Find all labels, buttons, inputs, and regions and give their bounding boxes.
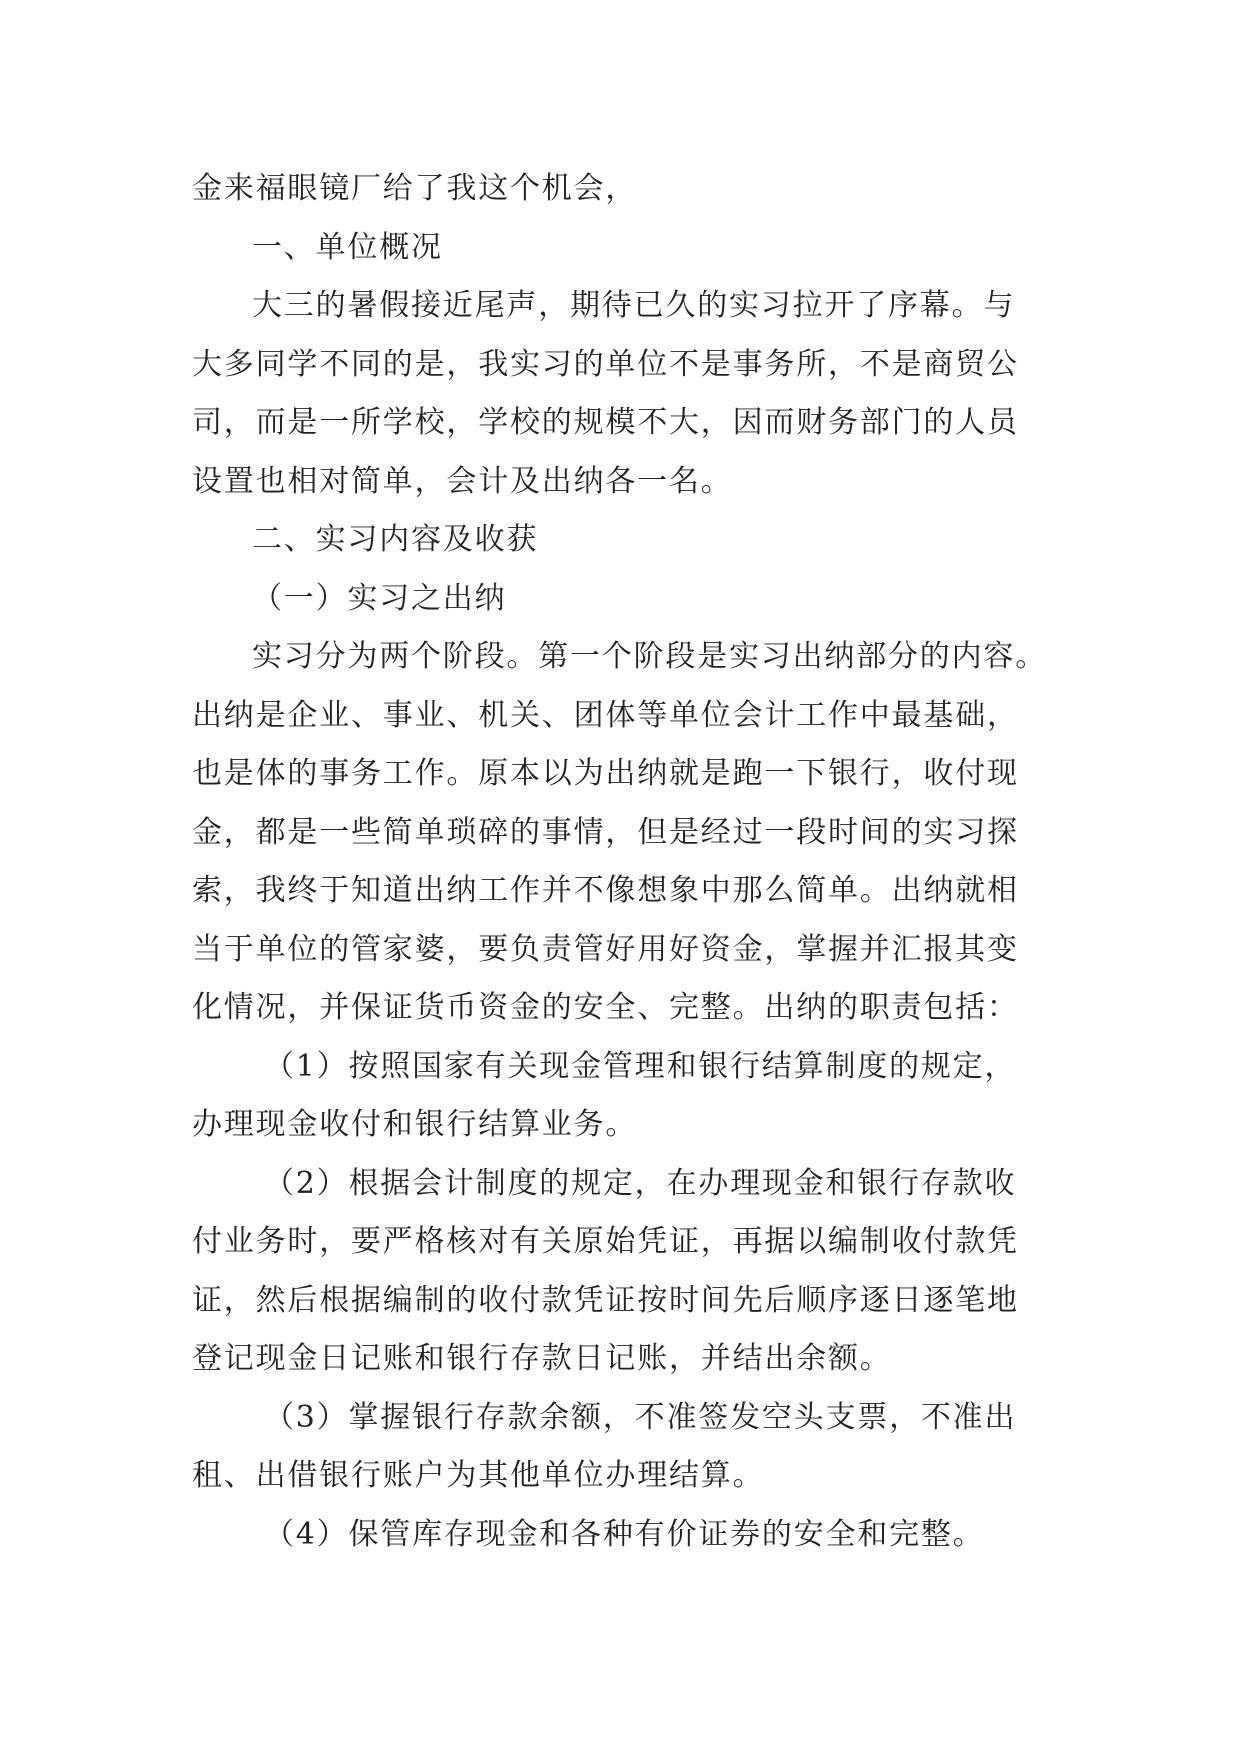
text-line: 租、出借银行账户为其他单位办理结算。 — [192, 1458, 765, 1493]
text-line: 金，都是一些简单琐碎的事情，但是经过一段时间的实习探 — [192, 814, 1019, 850]
text-line: 大多同学不同的是，我实习的单位不是事务所，不是商贸公 — [192, 346, 1019, 382]
text-line: 司，而是一所学校，学校的规模不大，因而财务部门的人员 — [192, 405, 1019, 440]
text-line: 化情况，并保证货币资金的安全、完整。出纳的职责包括： — [192, 990, 1019, 1025]
body-text — [192, 160, 1062, 1564]
text-line: 大三的暑假接近尾声，期待已久的实习拉开了序幕。与 — [252, 288, 1016, 323]
section-heading: 一、单位概况 — [252, 229, 443, 265]
text-line: 证，然后根据编制的收付款凭证按时间先后顺序逐日逐笔地 — [192, 1282, 1019, 1318]
list-item: （2）根据会计制度的规定，在办理现金和银行存款收 — [264, 1165, 1017, 1201]
text-line: 金来福眼镜厂给了我这个机会， — [192, 171, 638, 206]
text-line: 索，我终于知道出纳工作并不像想象中那么简单。出纳就相 — [192, 873, 1019, 908]
text-line: 出纳是企业、事业、机关、团体等单位会计工作中最基础， — [192, 697, 1019, 733]
text-line: 登记现金日记账和银行存款日记账，并结出余额。 — [192, 1341, 892, 1376]
text-line: 设置也相对简单，会计及出纳各一名。 — [192, 463, 733, 499]
text-line: 当于单位的管家婆，要负责管好用好资金，掌握并汇报其变 — [192, 931, 1019, 967]
section-heading: 二、实习内容及收获 — [252, 522, 539, 557]
subsection-heading: （一）实习之出纳 — [252, 580, 507, 616]
text-line: 实习分为两个阶段。第一个阶段是实习出纳部分的内容。 — [252, 639, 1047, 674]
list-item: （1）按照国家有关现金管理和银行结算制度的规定， — [264, 1048, 1017, 1084]
list-item: （3）掌握银行存款余额，不准签发空头支票，不准出 — [264, 1399, 1017, 1435]
text-line: 办理现金收付和银行结算业务。 — [192, 1107, 638, 1142]
text-line: 付业务时，要严格核对有关原始凭证，再据以编制收付款凭 — [192, 1224, 1019, 1259]
text-line: 也是体的事务工作。原本以为出纳就是跑一下银行，收付现 — [192, 756, 1019, 791]
list-item: （4）保管库存现金和各种有价证券的安全和完整。 — [264, 1516, 985, 1552]
